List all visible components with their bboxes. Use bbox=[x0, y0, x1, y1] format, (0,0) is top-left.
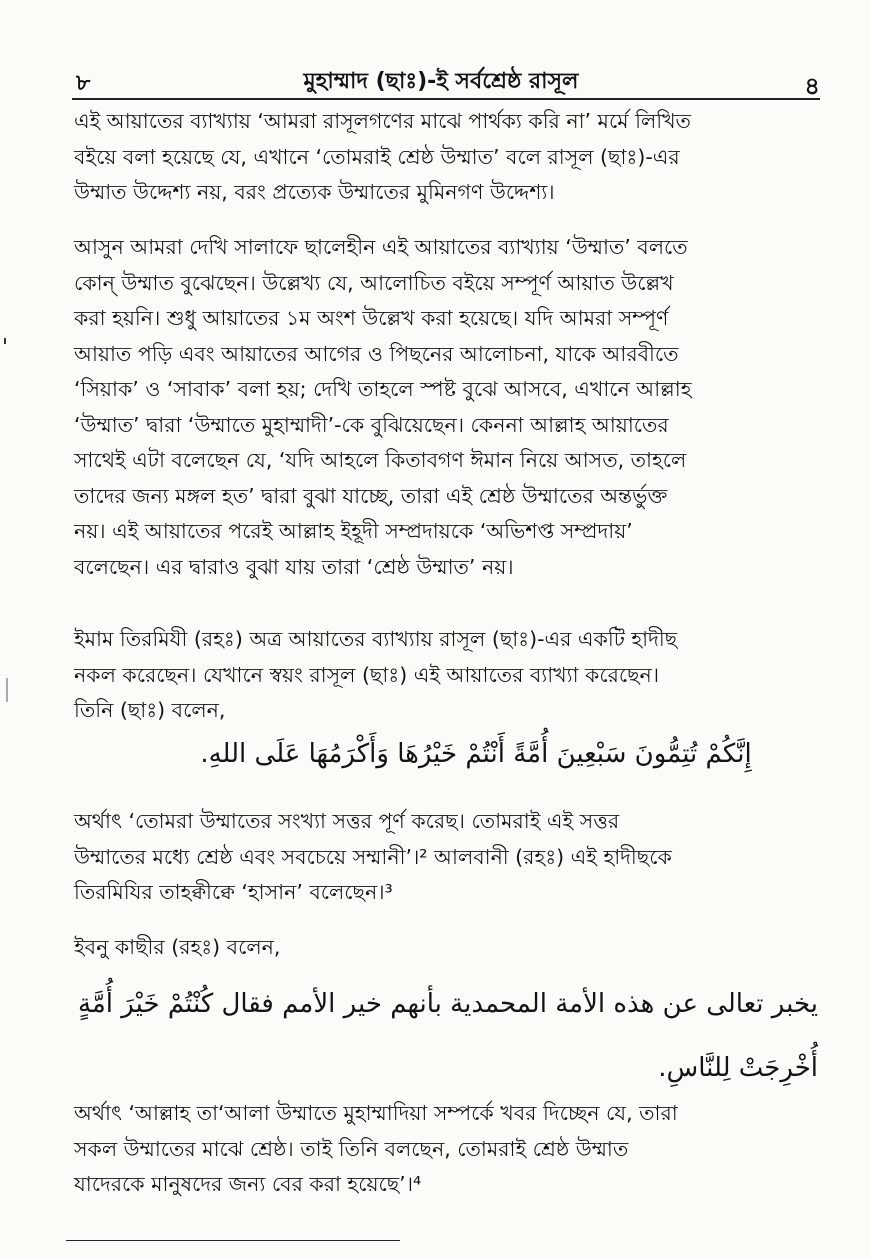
page-number-right: ৪ bbox=[804, 72, 820, 100]
arabic-hadith-quote: إِنَّكُمْ تُتِمُّونَ سَبْعِينَ أُمَّةً أَنْتُمْ خَيْرُهَا وَأَكْرَمُهَا عَلَى اللهِ. bbox=[200, 739, 752, 769]
margin-mark bbox=[6, 678, 8, 702]
footnote-rule bbox=[66, 1240, 400, 1241]
header-rule bbox=[72, 98, 820, 100]
arabic-tafsir-quote: يخبر تعالى عن هذه الأمة المحمدية بأنهم خير الأمم فقال كُنْتُمْ خَيْرَ أُمَّةٍ أُخْرِجَتْ لِلنَّاسِ. bbox=[77, 989, 818, 1083]
margin-mark bbox=[4, 338, 6, 344]
paragraph-2: আসুন আমরা দেখি সালাফে ছালেহীন এই আয়াতের ব্যাখ্যায় ‘উম্মাত’ বলতে কোন্ উম্মাত বুঝেছেন। উল্লেখ্য যে, আলোচিত বইয়ে সম্পূর্ণ আয়াত উল্লেখ করা হয়নি। শুধু আয়াতের ১ম অংশ উল্লেখ করা হয়েছে। যদি আমরা সম্পূর্ণ আয়াত পড়ি এবং আয়াতের আগের ও পিছনের আলোচনা, যাকে আরবীতে ‘সিয়াক’ ও ‘সাবাক’ বলা হয়; দেখি তাহলে স্পষ্ট বুঝে আসবে, এখানে আল্লাহ ‘উম্মাত’ দ্বারা ‘উম্মাতে মুহাম্মাদী’-কে বুঝিয়েছেন। কেননা আল্লাহ আয়াতের সাথেই এটা বলেছেন যে, ‘যদি আহলে কিতাবগণ ঈমান নিয়ে আসত, তাহলে তাদের জন্য মঙ্গল হত’ দ্বারা বুঝা যাচ্ছে, তারা এই শ্রেষ্ঠ উম্মাতের অন্তর্ভুক্ত নয়। এই আয়াতের পরেই আল্লাহ ইহূদী সম্প্রদায়কে ‘অভিশপ্ত সম্প্রদায়’ বলেছেন। এর দ্বারাও বুঝা যায় তারা ‘শ্রেষ্ঠ উম্মাত’ নয়। bbox=[74, 235, 692, 579]
paragraph-translation-2: অর্থাৎ ‘আল্লাহ তা‘আলা উম্মাতে মুহাম্মাদিয়া সম্পর্কে খবর দিচ্ছেন যে, তারা সকল উম্মাতের মাঝে শ্রেষ্ঠ। তাই তিনি বলছেন, তোমরাই শ্রেষ্ঠ উম্মাত যাদেরকে মানুষদের জন্য বের করা হয়েছে’।⁴ bbox=[74, 1101, 678, 1196]
paragraph-3: ইমাম তিরমিযী (রহঃ) অত্র আয়াতের ব্যাখ্যায় রাসূল (ছাঃ)-এর একটি হাদীছ নকল করেছেন। যেখানে স্বয়ং রাসূল (ছাঃ) এই আয়াতের ব্যাখ্যা করেছেন। তিনি (ছাঃ) বলেন, bbox=[74, 627, 678, 722]
paragraph-ibn-kathir-intro: ইবনু কাছীর (রহঃ) বলেন, bbox=[74, 935, 281, 959]
running-title: মুহাম্মাদ (ছাঃ)-ই সর্বশ্রেষ্ঠ রাসূল bbox=[303, 69, 579, 94]
paragraph-1: এই আয়াতের ব্যাখ্যায় ‘আমরা রাসূলগণের মাঝে পার্থক্য করি না’ মর্মে লিখিত বইয়ে বলা হয়েছে যে, এখানে ‘তোমরাই শ্রেষ্ঠ উম্মাত’ বলে রাসূল (ছাঃ)-এর উম্মাত উদ্দেশ্য নয়, বরং প্রত্যেক উম্মাতের মুমিনগণ উদ্দেশ্য। bbox=[74, 109, 691, 204]
page-number-left: ৮ bbox=[76, 71, 91, 96]
page-header bbox=[62, 60, 820, 100]
paragraph-translation-1: অর্থাৎ ‘তোমরা উম্মাতের সংখ্যা সত্তর পূর্ণ করেছ। তোমরাই এই সত্তর উম্মাতের মধ্যে শ্রেষ্ঠ এবং সবচেয়ে সম্মানী’।² আলবানী (রহঃ) এই হাদীছকে তিরমিযির তাহক্বীক্বে ‘হাসান’ বলেছেন।³ bbox=[74, 809, 672, 904]
